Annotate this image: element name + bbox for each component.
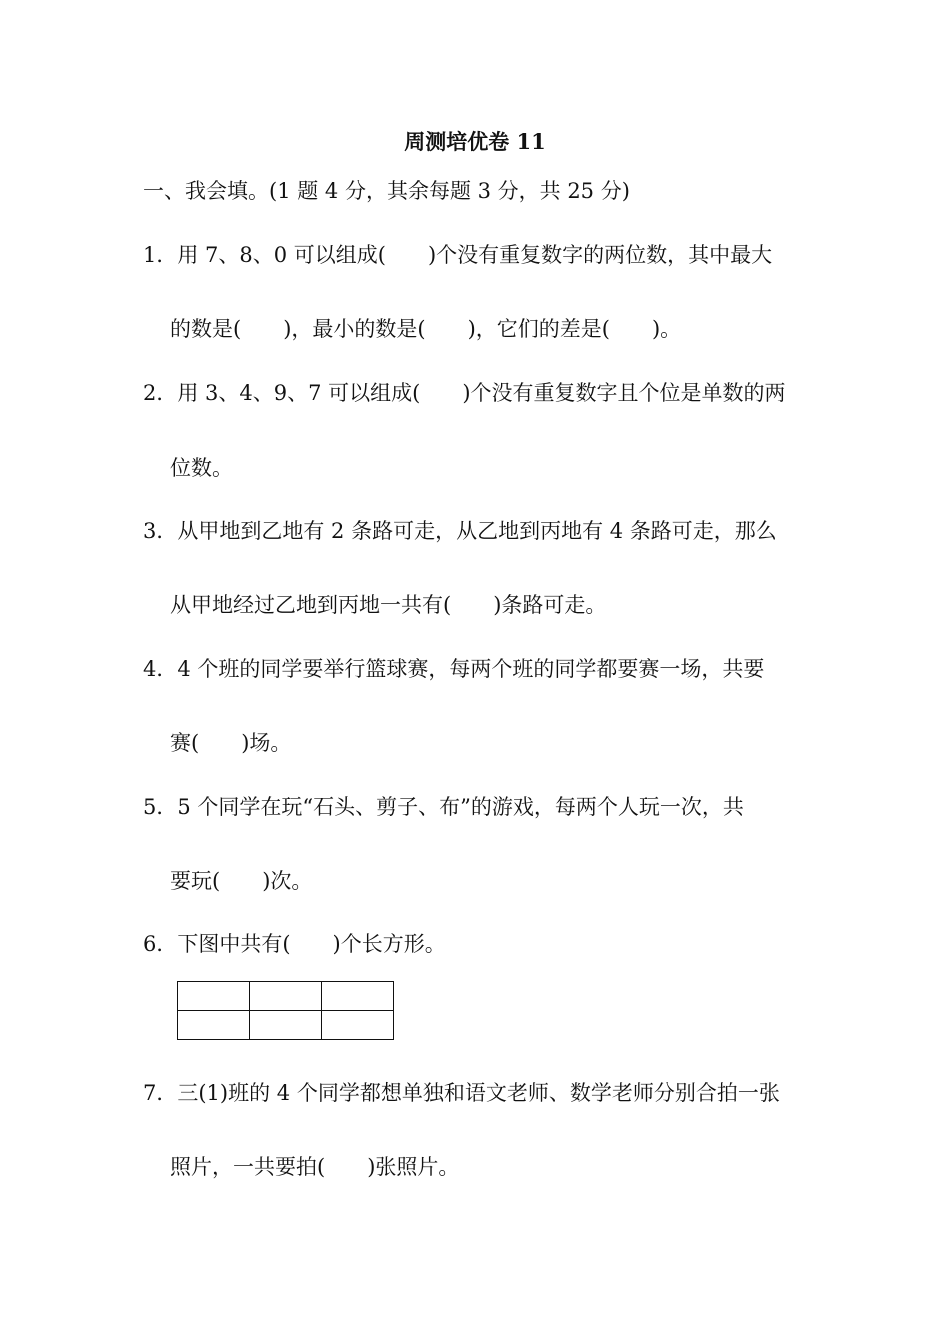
grid-row: [178, 982, 394, 1011]
question-1-line-1: 1．用 7、8、0 可以组成( )个没有重复数字的两位数，其中最大: [143, 243, 773, 267]
grid-cell: [250, 982, 322, 1011]
question-4-line-1: 4．4 个班的同学要举行篮球赛，每两个班的同学都要赛一场，共要: [143, 657, 765, 681]
question-1-line-2: 的数是( )，最小的数是( )，它们的差是( )。: [170, 317, 682, 341]
question-3-line-2: 从甲地经过乙地到丙地一共有( )条路可走。: [170, 593, 607, 617]
grid-cell: [250, 1011, 322, 1040]
section-header: 一、我会填。(1 题 4 分，其余每题 3 分，共 25 分): [143, 179, 630, 203]
question-7-line-1: 7．三(1)班的 4 个同学都想单独和语文老师、数学老师分别合拍一张: [143, 1081, 780, 1105]
question-3-line-1: 3．从甲地到乙地有 2 条路可走，从乙地到丙地有 4 条路可走，那么: [143, 519, 777, 543]
grid-cell: [322, 982, 394, 1011]
question-7-line-2: 照片，一共要拍( )张照片。: [170, 1155, 460, 1179]
rectangle-grid-figure: [177, 981, 394, 1040]
question-5-line-1: 5．5 个同学在玩“石头、剪子、布”的游戏，每两个人玩一次，共: [143, 795, 744, 819]
question-2-line-1: 2．用 3、4、9、7 可以组成( )个没有重复数字且个位是单数的两: [143, 381, 786, 405]
page-title: 周测培优卷 11: [404, 129, 546, 154]
question-6-line-1: 6．下图中共有( )个长方形。: [143, 932, 446, 956]
grid-cell: [322, 1011, 394, 1040]
grid-row: [178, 1011, 394, 1040]
grid-cell: [178, 982, 250, 1011]
question-5-line-2: 要玩( )次。: [170, 869, 313, 893]
grid-cell: [178, 1011, 250, 1040]
question-2-line-2: 位数。: [170, 456, 233, 480]
question-4-line-2: 赛( )场。: [170, 731, 292, 755]
